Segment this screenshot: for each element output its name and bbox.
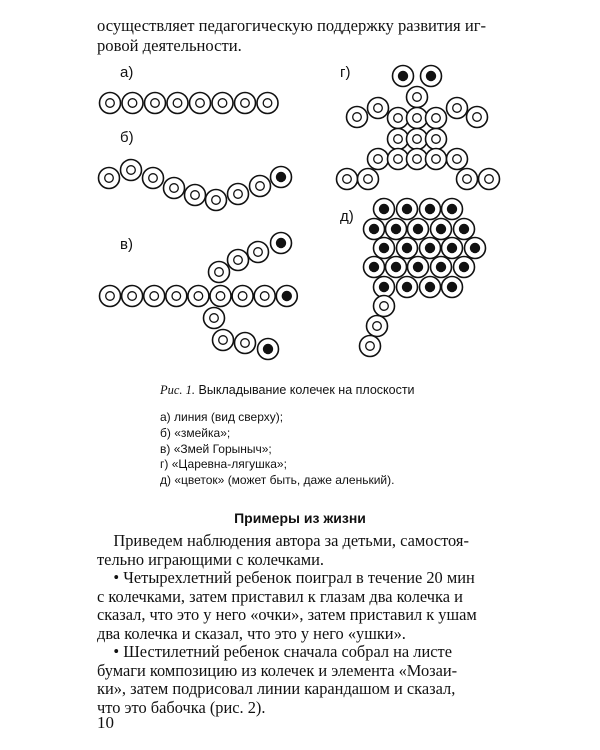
ring xyxy=(166,286,187,307)
ring xyxy=(188,286,209,307)
ring xyxy=(467,107,488,128)
ring xyxy=(204,308,225,329)
figure-legend xyxy=(160,410,394,489)
body-line: что это бабочка (рис. 2). xyxy=(97,697,266,717)
filled-ring xyxy=(442,238,463,259)
ring xyxy=(426,129,447,150)
legend-item: а) линия (вид сверху); xyxy=(160,410,284,424)
legend-item: г) «Царевна-лягушка»; xyxy=(160,457,287,472)
body-line: Приведем наблюдения автора за детьми, самостоя- xyxy=(97,531,469,550)
ring xyxy=(407,87,428,108)
filled-ring xyxy=(386,257,407,278)
filled-ring xyxy=(271,233,292,254)
filled-ring xyxy=(386,219,407,240)
filled-ring xyxy=(374,199,395,220)
filled-ring xyxy=(420,238,441,259)
intro-line-1: осуществляет педагогическую поддержку развития иг- xyxy=(97,16,487,35)
filled-ring xyxy=(420,199,441,220)
ring xyxy=(254,286,275,307)
filled-ring xyxy=(374,238,395,259)
ring xyxy=(228,184,249,205)
ring xyxy=(190,93,211,114)
page-number: 10 xyxy=(97,713,114,732)
ring xyxy=(368,98,389,119)
section-heading: Примеры из жизни xyxy=(234,510,366,526)
ring xyxy=(388,108,409,129)
ring xyxy=(144,286,165,307)
ring xyxy=(447,149,468,170)
body-line: • Шестилетний ребенок сначала собрал на листе xyxy=(97,642,452,661)
filled-ring xyxy=(271,167,292,188)
body-line: с колечками, затем приставил к глазам два колечка и xyxy=(97,586,463,606)
filled-ring xyxy=(397,199,418,220)
ring xyxy=(143,168,164,189)
ring xyxy=(167,93,188,114)
filled-ring xyxy=(454,257,475,278)
label-a: а) xyxy=(120,64,134,81)
label-b: б) xyxy=(120,129,134,146)
ring xyxy=(388,149,409,170)
ring xyxy=(122,93,143,114)
filled-ring xyxy=(408,219,429,240)
body-line: ки», затем подрисовал линии карандашом и сказал, xyxy=(97,679,456,698)
filled-ring xyxy=(276,286,297,307)
ring xyxy=(426,108,447,129)
figure-g-frog xyxy=(337,66,500,190)
filled-ring xyxy=(431,219,452,240)
figure-caption xyxy=(160,383,415,398)
ring xyxy=(210,286,231,307)
label-v: в) xyxy=(120,236,133,253)
ring xyxy=(407,108,428,129)
filled-ring xyxy=(397,238,418,259)
ring xyxy=(122,286,143,307)
ring xyxy=(257,93,278,114)
intro-line-2: ровой деятельности. xyxy=(97,36,242,55)
ring xyxy=(100,286,121,307)
ring xyxy=(164,178,185,199)
ring xyxy=(232,286,253,307)
figure-a-line xyxy=(100,93,279,114)
filled-ring xyxy=(431,257,452,278)
filled-ring xyxy=(442,277,463,298)
ring xyxy=(407,149,428,170)
ring xyxy=(213,330,234,351)
body-line: бумаги композицию из колечек и элемента «Мозаи- xyxy=(97,660,458,680)
ring xyxy=(99,168,120,189)
filled-ring xyxy=(408,257,429,278)
body-line: два колечка и сказал, что это у него «ушки». xyxy=(97,623,406,643)
ring xyxy=(228,250,249,271)
legend-item: б) «змейка»; xyxy=(160,425,231,440)
filled-ring xyxy=(364,257,385,278)
filled-ring xyxy=(393,66,414,87)
ring xyxy=(426,149,447,170)
label-g: г) xyxy=(340,64,351,81)
filled-ring xyxy=(374,277,395,298)
ring xyxy=(360,336,381,357)
filled-ring xyxy=(364,219,385,240)
filled-ring xyxy=(442,199,463,220)
caption-prefix: Рис. 1. xyxy=(160,383,196,397)
ring xyxy=(212,93,233,114)
filled-ring xyxy=(397,277,418,298)
ring xyxy=(235,333,256,354)
ring xyxy=(250,176,271,197)
ring xyxy=(447,98,468,119)
ring xyxy=(337,169,358,190)
ring xyxy=(358,169,379,190)
legend-item: д) «цветок» (может быть, даже аленький). xyxy=(160,473,395,488)
filled-ring xyxy=(420,277,441,298)
body-line: тельно играющими с колечками. xyxy=(97,549,325,569)
filled-ring xyxy=(465,238,486,259)
ring xyxy=(185,185,206,206)
ring xyxy=(374,296,395,317)
ring xyxy=(367,316,388,337)
figure-b-snake xyxy=(99,160,292,211)
body-text xyxy=(97,532,497,717)
ring xyxy=(121,160,142,181)
ring xyxy=(248,242,269,263)
ring xyxy=(479,169,500,190)
body-line: сказал, что это у него «очки», затем приставил к ушам xyxy=(97,605,477,624)
ring xyxy=(209,262,230,283)
ring xyxy=(368,149,389,170)
ring xyxy=(235,93,256,114)
ring xyxy=(206,190,227,211)
ring xyxy=(407,129,428,150)
ring xyxy=(388,129,409,150)
filled-ring xyxy=(421,66,442,87)
ring xyxy=(457,169,478,190)
figure-d-flower xyxy=(360,199,486,357)
caption-text: Выкладывание колечек на плоскости xyxy=(198,383,415,397)
body-line: • Четырехлетний ребенок поиграл в течение 20 мин xyxy=(97,568,475,587)
ring xyxy=(100,93,121,114)
legend-item: в) «Змей Горыныч»; xyxy=(160,441,272,456)
label-d: д) xyxy=(340,208,354,225)
ring xyxy=(347,107,368,128)
filled-ring xyxy=(454,219,475,240)
filled-ring xyxy=(258,339,279,360)
ring xyxy=(145,93,166,114)
